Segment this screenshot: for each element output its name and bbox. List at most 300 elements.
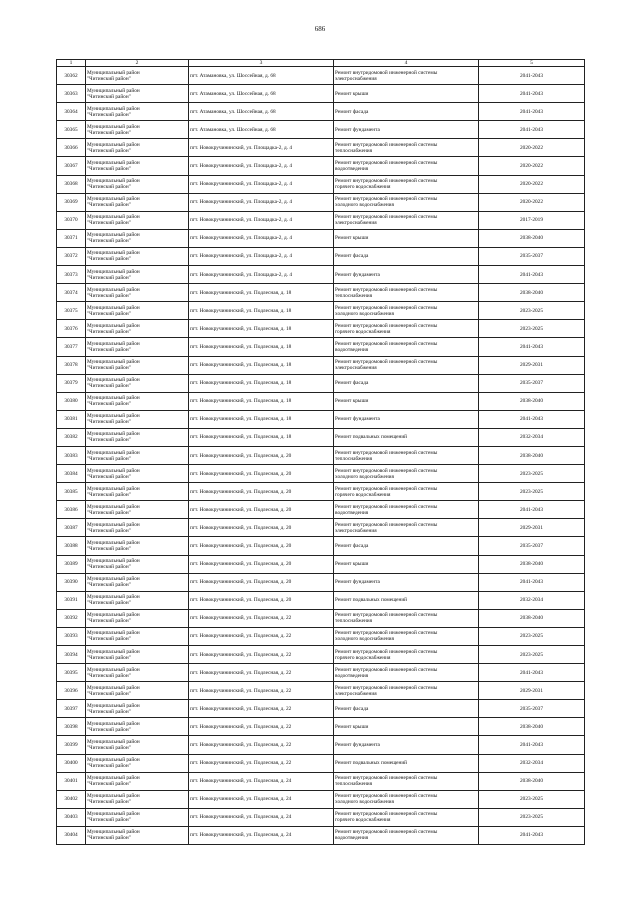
district-cell [86, 790, 189, 808]
table-row [57, 808, 585, 826]
period-cell: 2041-2043 [479, 826, 585, 844]
period-cell: 2041-2043 [479, 85, 585, 103]
district-cell-line: Муниципальный район [87, 340, 140, 347]
district-cell [86, 646, 189, 664]
table-row [57, 700, 585, 718]
address-cell: пгт. Новокручининский, ул. Подлесная, д. 18 [189, 356, 334, 374]
row-number-cell: 30390 [57, 573, 86, 591]
address-cell: пгт. Атамановка, ул. Шоссейная, д. 68 [189, 103, 334, 121]
district-cell-line: "Читинский район" [87, 763, 131, 770]
address-cell: пгт. Новокручининский, ул. Подлесная, д. 20 [189, 573, 334, 591]
district-cell-line: "Читинский район" [87, 346, 131, 353]
district-cell-line: "Читинский район" [87, 491, 131, 498]
column-header-3: 3 [189, 60, 334, 67]
work-type-cell-line: Ремонт внутридомовой инженерной системы [335, 467, 438, 474]
table-row [57, 573, 585, 591]
row-number-cell: 30395 [57, 664, 86, 682]
work-type-cell-line: электроснабжения [335, 690, 377, 697]
table-row [57, 229, 585, 247]
work-type-cell-line: холодного водоснабжения [335, 202, 394, 209]
work-type-cell [334, 483, 479, 501]
table-row [57, 157, 585, 175]
district-cell-line: Муниципальный район [87, 576, 140, 583]
row-number-cell: 30363 [57, 85, 86, 103]
district-cell [86, 609, 189, 627]
district-cell-line: Муниципальный район [87, 395, 140, 402]
district-cell [86, 320, 189, 338]
district-cell-line: Муниципальный район [87, 793, 140, 800]
table-row [57, 428, 585, 446]
work-type-cell-line: теплоснабжения [335, 292, 373, 299]
period-cell: 2023-2025 [479, 302, 585, 320]
work-type-cell-line: водоотведения [335, 672, 369, 679]
district-cell [86, 67, 189, 85]
district-cell-line: "Читинский район" [87, 835, 131, 842]
work-type-cell-line: Ремонт внутридомовой инженерной системы [335, 684, 438, 691]
work-type-cell [334, 664, 479, 682]
district-cell-line: "Читинский район" [87, 328, 131, 335]
table-row [57, 609, 585, 627]
address-cell: пгт. Новокручининский, ул. Подлесная, д. 18 [189, 410, 334, 428]
work-type-cell [334, 826, 479, 844]
district-cell [86, 826, 189, 844]
table-row [57, 772, 585, 790]
work-type-cell [334, 754, 479, 772]
table-row [57, 718, 585, 736]
row-number-cell: 30401 [57, 772, 86, 790]
work-type-cell-line: Ремонт фасада [335, 380, 369, 387]
district-cell-line: "Читинский район" [87, 781, 131, 788]
work-type-cell-line: Ремонт внутридомовой инженерной системы [335, 141, 438, 148]
district-cell-line: "Читинский район" [87, 274, 131, 281]
district-cell-line: Муниципальный район [87, 558, 140, 565]
address-cell: пгт. Новокручининский, ул. Подлесная, д. 22 [189, 718, 334, 736]
table-row [57, 284, 585, 302]
address-cell: пгт. Новокручининский, ул. Подлесная, д. 22 [189, 609, 334, 627]
work-type-cell [334, 808, 479, 826]
work-type-cell [334, 103, 479, 121]
row-number-cell: 30369 [57, 193, 86, 211]
period-cell: 2032-2034 [479, 754, 585, 772]
work-type-cell-line: горячего водоснабжения [335, 328, 391, 335]
district-cell-line: Муниципальный район [87, 757, 140, 764]
address-cell: пгт. Новокручининский, ул. Подлесная, д. 18 [189, 320, 334, 338]
work-type-cell-line: Ремонт внутридомовой инженерной системы [335, 449, 438, 456]
period-cell: 2038-2040 [479, 392, 585, 410]
table-row [57, 85, 585, 103]
row-number-cell: 30387 [57, 519, 86, 537]
address-cell: пгт. Новокручининский, ул. Площадка-2, д. 4 [189, 266, 334, 284]
work-type-cell [334, 428, 479, 446]
period-cell: 2029-2031 [479, 519, 585, 537]
period-cell: 2041-2043 [479, 103, 585, 121]
district-cell [86, 266, 189, 284]
table-row [57, 736, 585, 754]
table-row [57, 465, 585, 483]
district-cell-line: "Читинский район" [87, 636, 131, 643]
row-number-cell: 30374 [57, 284, 86, 302]
table-row [57, 410, 585, 428]
district-cell-line: "Читинский район" [87, 545, 131, 552]
district-cell-line: Муниципальный район [87, 141, 140, 148]
work-type-cell [334, 85, 479, 103]
table-row [57, 338, 585, 356]
district-cell [86, 555, 189, 573]
work-type-cell-line: Ремонт крыши [335, 90, 369, 97]
district-cell-line: Муниципальный район [87, 196, 140, 203]
district-cell [86, 392, 189, 410]
address-cell: пгт. Новокручининский, ул. Подлесная, д. 18 [189, 428, 334, 446]
work-type-cell-line: теплоснабжения [335, 618, 373, 625]
district-cell-line: Муниципальный район [87, 178, 140, 185]
period-cell: 2041-2043 [479, 266, 585, 284]
period-cell: 2023-2025 [479, 627, 585, 645]
row-number-cell: 30382 [57, 428, 86, 446]
table-row [57, 591, 585, 609]
row-number-cell: 30396 [57, 682, 86, 700]
work-type-cell-line: теплоснабжения [335, 781, 373, 788]
period-cell: 2038-2040 [479, 555, 585, 573]
work-type-cell [334, 573, 479, 591]
district-cell [86, 772, 189, 790]
work-type-cell [334, 790, 479, 808]
district-cell-line: "Читинский район" [87, 527, 131, 534]
work-type-cell-line: горячего водоснабжения [335, 491, 391, 498]
period-cell: 2038-2040 [479, 446, 585, 464]
work-type-cell [334, 537, 479, 555]
work-type-cell-line: электроснабжения [335, 527, 377, 534]
period-cell: 2035-2037 [479, 374, 585, 392]
table-row [57, 211, 585, 229]
work-type-cell [334, 320, 479, 338]
address-cell: пгт. Атамановка, ул. Шоссейная, д. 68 [189, 85, 334, 103]
work-type-cell [334, 772, 479, 790]
table-row [57, 247, 585, 265]
address-cell: пгт. Новокручининский, ул. Площадка-2, д. 4 [189, 139, 334, 157]
row-number-cell: 30378 [57, 356, 86, 374]
address-cell: пгт. Новокручининский, ул. Подлесная, д. 22 [189, 736, 334, 754]
row-number-cell: 30404 [57, 826, 86, 844]
table-row [57, 446, 585, 464]
work-type-cell-line: Ремонт внутридомовой инженерной системы [335, 829, 438, 836]
district-cell-line: Муниципальный район [87, 485, 140, 492]
district-cell-line: Муниципальный район [87, 304, 140, 311]
work-type-cell-line: Ремонт внутридомовой инженерной системы [335, 340, 438, 347]
address-cell: пгт. Новокручининский, ул. Площадка-2, д. 4 [189, 157, 334, 175]
district-cell-line: "Читинский район" [87, 690, 131, 697]
district-cell-line: "Читинский район" [87, 564, 131, 571]
district-cell-line: "Читинский район" [87, 220, 131, 227]
district-cell-line: "Читинский район" [87, 129, 131, 136]
district-cell [86, 664, 189, 682]
table-row [57, 320, 585, 338]
district-cell-line: "Читинский район" [87, 202, 131, 209]
table-row [57, 646, 585, 664]
period-cell: 2041-2043 [479, 573, 585, 591]
work-type-cell [334, 374, 479, 392]
work-type-cell-line: Ремонт внутридомовой инженерной системы [335, 69, 438, 76]
district-cell [86, 700, 189, 718]
period-cell: 2023-2025 [479, 320, 585, 338]
district-cell-line: "Читинский район" [87, 166, 131, 173]
work-type-cell-line: Ремонт подвальных помещений [335, 597, 407, 604]
period-cell: 2041-2043 [479, 501, 585, 519]
row-number-cell: 30377 [57, 338, 86, 356]
period-cell: 2023-2025 [479, 646, 585, 664]
table-body [57, 67, 585, 845]
address-cell: пгт. Новокручининский, ул. Подлесная, д. 18 [189, 284, 334, 302]
work-type-cell [334, 392, 479, 410]
work-type-cell-line: электроснабжения [335, 75, 377, 82]
row-number-cell: 30375 [57, 302, 86, 320]
row-number-cell: 30364 [57, 103, 86, 121]
row-number-cell: 30370 [57, 211, 86, 229]
row-number-cell: 30403 [57, 808, 86, 826]
work-type-cell [334, 157, 479, 175]
table-row [57, 519, 585, 537]
district-cell-line: Муниципальный район [87, 630, 140, 637]
district-cell-line: "Читинский район" [87, 383, 131, 390]
work-type-cell-line: водоотведения [335, 166, 369, 173]
table-row [57, 682, 585, 700]
work-type-cell-line: Ремонт внутридомовой инженерной системы [335, 485, 438, 492]
district-cell-line: "Читинский район" [87, 654, 131, 661]
period-cell: 2035-2037 [479, 537, 585, 555]
district-cell-line: Муниципальный район [87, 612, 140, 619]
district-cell [86, 483, 189, 501]
row-number-cell: 30368 [57, 175, 86, 193]
period-cell: 2038-2040 [479, 772, 585, 790]
address-cell: пгт. Новокручининский, ул. Подлесная, д. 20 [189, 446, 334, 464]
row-number-cell: 30379 [57, 374, 86, 392]
district-cell-line: Муниципальный район [87, 594, 140, 601]
row-number-cell: 30398 [57, 718, 86, 736]
work-type-cell-line: Ремонт внутридомовой инженерной системы [335, 178, 438, 185]
address-cell: пгт. Новокручининский, ул. Подлесная, д. 22 [189, 627, 334, 645]
district-cell [86, 446, 189, 464]
column-header-4: 4 [334, 60, 479, 67]
period-cell: 2035-2037 [479, 247, 585, 265]
district-cell-line: "Читинский район" [87, 745, 131, 752]
work-type-cell-line: Ремонт внутридомовой инженерной системы [335, 304, 438, 311]
work-type-cell [334, 121, 479, 139]
row-number-cell: 30391 [57, 591, 86, 609]
period-cell: 2035-2037 [479, 700, 585, 718]
table-row [57, 193, 585, 211]
work-type-cell-line: Ремонт крыши [335, 235, 369, 242]
row-number-cell: 30380 [57, 392, 86, 410]
table-row [57, 754, 585, 772]
work-type-cell [334, 410, 479, 428]
work-type-cell [334, 501, 479, 519]
work-type-cell-line: Ремонт фасада [335, 705, 369, 712]
district-cell-line: Муниципальный район [87, 684, 140, 691]
work-type-cell-line: Ремонт крыши [335, 723, 369, 730]
work-type-cell [334, 591, 479, 609]
district-cell [86, 573, 189, 591]
table-row [57, 790, 585, 808]
district-cell-line: Муниципальный район [87, 105, 140, 112]
work-type-cell-line: Ремонт внутридомовой инженерной системы [335, 359, 438, 366]
period-cell: 2029-2031 [479, 682, 585, 700]
work-type-cell-line: Ремонт внутридомовой инженерной системы [335, 648, 438, 655]
address-cell: пгт. Новокручининский, ул. Подлесная, д. 18 [189, 374, 334, 392]
address-cell: пгт. Новокручининский, ул. Площадка-2, д. 4 [189, 211, 334, 229]
work-type-cell-line: холодного водоснабжения [335, 473, 394, 480]
work-type-cell [334, 211, 479, 229]
table-row [57, 374, 585, 392]
work-type-cell [334, 229, 479, 247]
address-cell: пгт. Новокручининский, ул. Подлесная, д. 22 [189, 754, 334, 772]
district-cell-line: "Читинский район" [87, 672, 131, 679]
district-cell [86, 302, 189, 320]
row-number-cell: 30393 [57, 627, 86, 645]
district-cell [86, 591, 189, 609]
address-cell: пгт. Новокручининский, ул. Подлесная, д. 24 [189, 808, 334, 826]
work-type-cell [334, 555, 479, 573]
address-cell: пгт. Новокручининский, ул. Подлесная, д. 18 [189, 392, 334, 410]
work-type-cell [334, 646, 479, 664]
district-cell-line: Муниципальный район [87, 449, 140, 456]
district-cell-line: Муниципальный район [87, 666, 140, 673]
district-cell-line: "Читинский район" [87, 238, 131, 245]
district-cell-line: "Читинский район" [87, 401, 131, 408]
district-cell-line: Муниципальный район [87, 521, 140, 528]
row-number-cell: 30367 [57, 157, 86, 175]
address-cell: пгт. Новокручининский, ул. Подлесная, д. 20 [189, 465, 334, 483]
address-cell: пгт. Новокручининский, ул. Подлесная, д. 22 [189, 700, 334, 718]
district-cell [86, 501, 189, 519]
district-cell [86, 193, 189, 211]
row-number-cell: 30362 [57, 67, 86, 85]
address-cell: пгт. Новокручининский, ул. Подлесная, д. 20 [189, 537, 334, 555]
column-header-5: 5 [479, 60, 585, 67]
table-row [57, 302, 585, 320]
work-type-cell [334, 627, 479, 645]
district-cell-line: Муниципальный район [87, 431, 140, 438]
row-number-cell: 30373 [57, 266, 86, 284]
district-cell [86, 103, 189, 121]
row-number-cell: 30402 [57, 790, 86, 808]
row-number-cell: 30366 [57, 139, 86, 157]
district-cell [86, 410, 189, 428]
work-type-cell-line: теплоснабжения [335, 455, 373, 462]
work-type-cell-line: водоотведения [335, 509, 369, 516]
district-cell-line: Муниципальный район [87, 87, 140, 94]
table-row [57, 537, 585, 555]
row-number-cell: 30388 [57, 537, 86, 555]
work-type-cell [334, 247, 479, 265]
district-cell [86, 428, 189, 446]
district-cell-line: "Читинский район" [87, 75, 131, 82]
table-header-row [57, 60, 585, 67]
row-number-cell: 30376 [57, 320, 86, 338]
row-number-cell: 30386 [57, 501, 86, 519]
district-cell-line: Муниципальный район [87, 359, 140, 366]
work-type-cell-line: водоотведения [335, 346, 369, 353]
work-type-cell [334, 700, 479, 718]
district-cell-line: Муниципальный район [87, 232, 140, 239]
district-cell-line: Муниципальный район [87, 702, 140, 709]
address-cell: пгт. Новокручининский, ул. Подлесная, д. 22 [189, 646, 334, 664]
district-cell [86, 537, 189, 555]
district-cell-line: Муниципальный район [87, 775, 140, 782]
address-cell: пгт. Новокручининский, ул. Подлесная, д. 24 [189, 790, 334, 808]
table-row [57, 103, 585, 121]
table-row [57, 501, 585, 519]
address-cell: пгт. Атамановка, ул. Шоссейная, д. 68 [189, 67, 334, 85]
district-cell [86, 465, 189, 483]
work-type-cell-line: Ремонт внутридомовой инженерной системы [335, 666, 438, 673]
period-cell: 2023-2025 [479, 790, 585, 808]
table-row [57, 392, 585, 410]
work-type-cell-line: холодного водоснабжения [335, 636, 394, 643]
table-row [57, 356, 585, 374]
work-type-cell-line: Ремонт внутридомовой инженерной системы [335, 775, 438, 782]
district-cell [86, 229, 189, 247]
district-cell [86, 338, 189, 356]
period-cell: 2023-2025 [479, 808, 585, 826]
address-cell: пгт. Новокручининский, ул. Площадка-2, д. 4 [189, 247, 334, 265]
district-cell [86, 175, 189, 193]
district-cell-line: Муниципальный район [87, 720, 140, 727]
address-cell: пгт. Новокручининский, ул. Подлесная, д. 20 [189, 501, 334, 519]
table-row [57, 627, 585, 645]
period-cell: 2017-2019 [479, 211, 585, 229]
work-type-cell [334, 736, 479, 754]
period-cell: 2041-2043 [479, 121, 585, 139]
work-type-cell [334, 266, 479, 284]
row-number-cell: 30372 [57, 247, 86, 265]
work-type-cell-line: Ремонт фасада [335, 253, 369, 260]
district-cell-line: "Читинский район" [87, 292, 131, 299]
work-type-cell [334, 302, 479, 320]
table-row [57, 555, 585, 573]
work-type-cell-line: Ремонт внутридомовой инженерной системы [335, 811, 438, 818]
table-row [57, 175, 585, 193]
period-cell: 2032-2034 [479, 591, 585, 609]
district-cell [86, 808, 189, 826]
district-cell-line: Муниципальный район [87, 69, 140, 76]
work-type-cell [334, 682, 479, 700]
address-cell: пгт. Новокручининский, ул. Подлесная, д. 24 [189, 826, 334, 844]
work-type-cell-line: электроснабжения [335, 220, 377, 227]
district-cell-line: "Читинский район" [87, 817, 131, 824]
period-cell: 2038-2040 [479, 229, 585, 247]
work-type-cell [334, 193, 479, 211]
work-type-cell-line: Ремонт крыши [335, 398, 369, 405]
work-type-cell-line: Ремонт внутридомовой инженерной системы [335, 160, 438, 167]
work-type-cell-line: Ремонт внутридомовой инженерной системы [335, 322, 438, 329]
address-cell: пгт. Новокручининский, ул. Подлесная, д. 24 [189, 772, 334, 790]
district-cell-line: Муниципальный район [87, 377, 140, 384]
address-cell: пгт. Новокручининский, ул. Подлесная, д. 20 [189, 519, 334, 537]
district-cell-line: Муниципальный район [87, 160, 140, 167]
address-cell: пгт. Новокручининский, ул. Подлесная, д. 22 [189, 664, 334, 682]
work-type-cell-line: Ремонт фундамента [335, 271, 380, 278]
period-cell: 2041-2043 [479, 338, 585, 356]
district-cell [86, 121, 189, 139]
period-cell: 2041-2043 [479, 67, 585, 85]
district-cell-line: "Читинский район" [87, 509, 131, 516]
district-cell-line: "Читинский район" [87, 708, 131, 715]
district-cell [86, 682, 189, 700]
district-cell-line: "Читинский район" [87, 437, 131, 444]
work-type-cell-line: холодного водоснабжения [335, 799, 394, 806]
address-cell: пгт. Новокручининский, ул. Площадка-2, д. 4 [189, 229, 334, 247]
column-header-2: 2 [86, 60, 189, 67]
work-type-cell-line: Ремонт фундамента [335, 126, 380, 133]
